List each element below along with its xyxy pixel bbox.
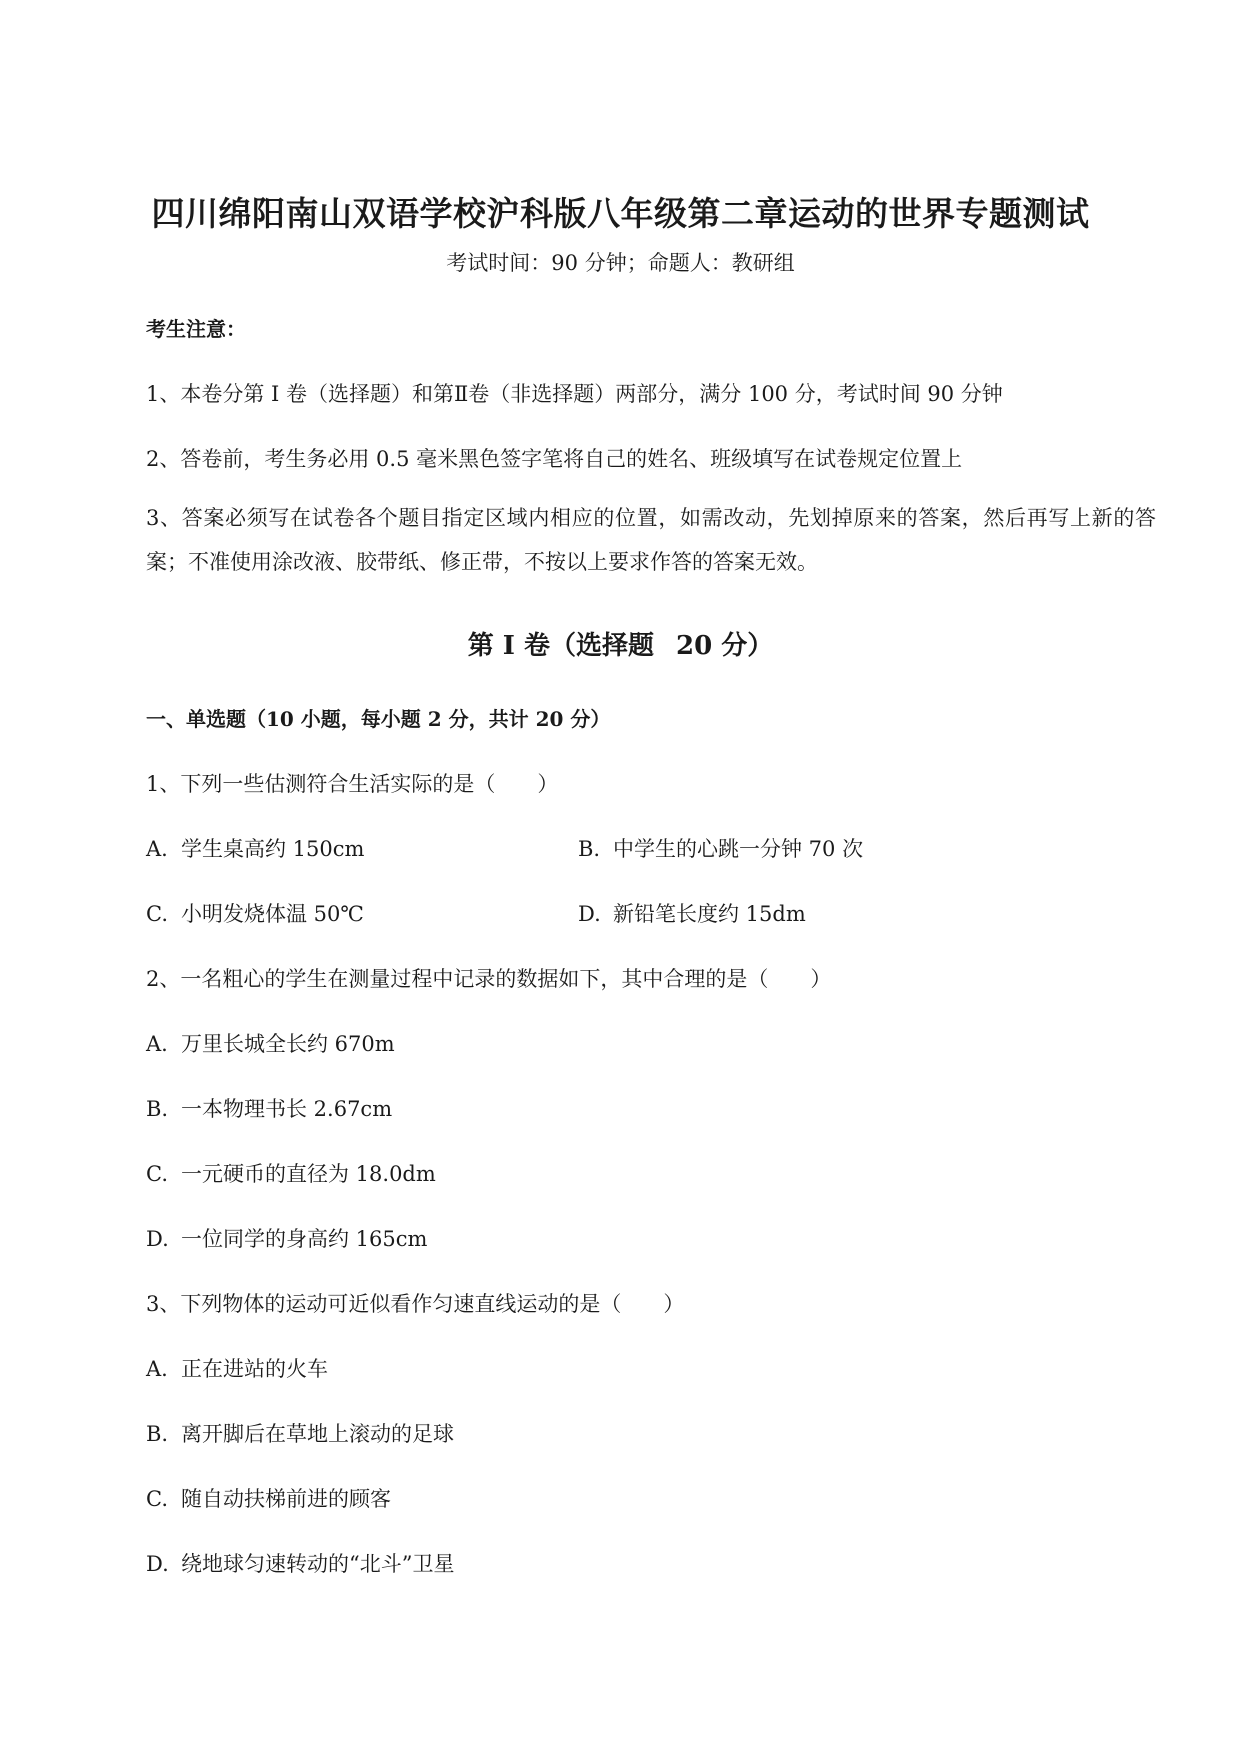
question-option	[146, 1223, 427, 1253]
option-letter: B.	[146, 1422, 169, 1446]
question-option	[146, 1028, 395, 1058]
exam-title: 四川绵阳南山双语学校沪科版八年级第二章运动的世界专题测试	[151, 194, 1090, 233]
option-letter: A.	[146, 837, 168, 861]
question-stem: 1、下列一些估测符合生活实际的是（ ）	[146, 772, 559, 796]
option-letter: B.	[578, 837, 601, 861]
question-type-heading: 一、单选题（10 小题，每小题 2 分，共计 20 分）	[146, 707, 611, 731]
option-letter: A.	[146, 1357, 168, 1381]
option-text: 中学生的心跳一分钟 70 次	[613, 837, 864, 861]
question-option	[146, 1548, 454, 1578]
option-text: 一本物理书长 2.67cm	[181, 1097, 393, 1121]
option-letter: D.	[578, 902, 601, 926]
option-text: 新铅笔长度约 15dm	[613, 902, 806, 926]
notice-item: 1、本卷分第 I 卷（选择题）和第Ⅱ卷（非选择题）两部分，满分 100 分，考试时间 90 分钟	[146, 382, 1003, 406]
option-text: 一元硬币的直径为 18.0dm	[181, 1162, 436, 1186]
question-option	[146, 898, 364, 928]
option-letter: C.	[146, 902, 168, 926]
option-text: 一位同学的身高约 165cm	[181, 1227, 428, 1251]
option-text: 正在进站的火车	[181, 1357, 328, 1381]
option-letter: C.	[146, 1162, 168, 1186]
option-letter: A.	[146, 1032, 168, 1056]
question-stem: 2、一名粗心的学生在测量过程中记录的数据如下，其中合理的是（ ）	[146, 967, 832, 991]
question-option	[146, 1418, 454, 1448]
section-title-main: 第 I 卷（选择题	[467, 631, 655, 661]
option-letter: B.	[146, 1097, 169, 1121]
option-text: 随自动扶梯前进的顾客	[181, 1487, 391, 1511]
question-option	[578, 833, 863, 863]
option-text: 万里长城全长约 670m	[181, 1032, 395, 1056]
option-text: 离开脚后在草地上滚动的足球	[181, 1422, 454, 1446]
question-option	[146, 1093, 392, 1123]
option-letter: D.	[146, 1227, 169, 1251]
option-text: 小明发烧体温 50℃	[181, 902, 364, 926]
notice-heading: 考生注意：	[146, 317, 246, 341]
option-letter: C.	[146, 1487, 168, 1511]
question-option	[146, 1158, 436, 1188]
option-text: 学生桌高约 150cm	[181, 837, 365, 861]
question-option	[146, 833, 364, 863]
section-title	[0, 625, 1241, 662]
question-option	[146, 1483, 391, 1513]
question-stem: 3、下列物体的运动可近似看作匀速直线运动的是（ ）	[146, 1292, 685, 1316]
option-letter: D.	[146, 1552, 169, 1576]
notice-item: 2、答卷前，考生务必用 0.5 毫米黑色签字笔将自己的姓名、班级填写在试卷规定位置上	[146, 447, 963, 471]
option-text: 绕地球匀速转动的“北斗”卫星	[181, 1552, 455, 1576]
notice-item: 3、答案必须写在试卷各个题目指定区域内相应的位置，如需改动，先划掉原来的答案，然后再写上新的答案；不准使用涂改液、胶带纸、修正带，不按以上要求作答的答案无效。	[146, 506, 1156, 574]
question-option	[578, 898, 806, 928]
section-title-score: 20 分）	[676, 631, 774, 661]
exam-subtitle: 考试时间：90 分钟；命题人：教研组	[446, 251, 795, 275]
question-option	[146, 1353, 328, 1383]
